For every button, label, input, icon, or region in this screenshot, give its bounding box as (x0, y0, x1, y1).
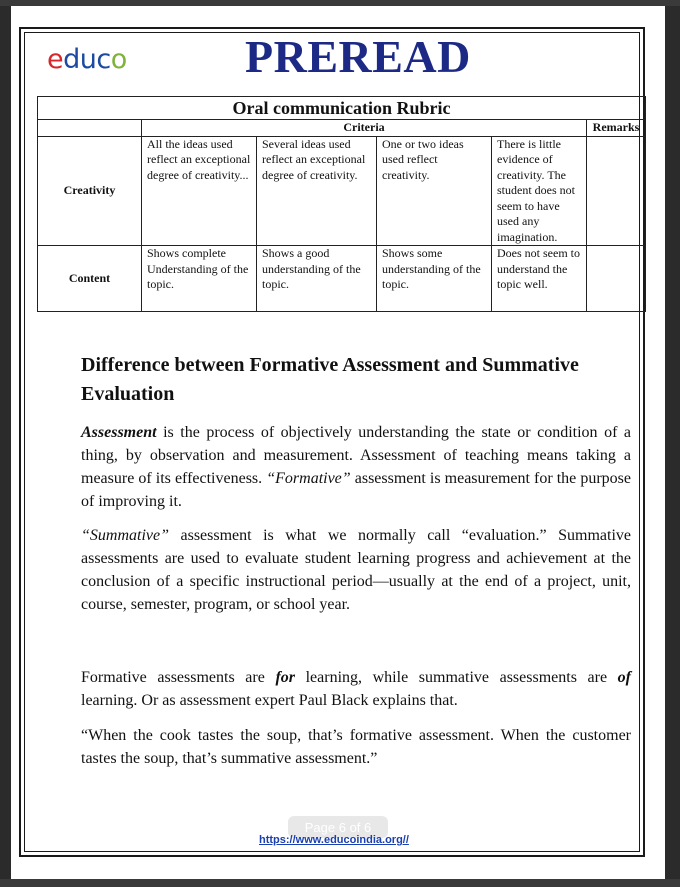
educo-logo: educo (47, 44, 127, 75)
paragraph-quote (81, 724, 631, 770)
viewer-bottom-bar (0, 879, 680, 887)
text-span: learning, while summative assessments are (295, 669, 618, 686)
term-of: of (617, 669, 631, 686)
table-cell: There is little evidence of creativity. The student does not seem to have used any imagination. (492, 136, 587, 246)
table-row (38, 246, 646, 312)
term-summative: “Summative” (81, 527, 169, 544)
footer-website-link[interactable]: https://www.educoindia.org// (259, 834, 409, 846)
table-cell: Shows some understanding of the topic. (377, 246, 492, 312)
page-number-badge: Page 6 of 6 (288, 816, 388, 838)
table-cell: Shows a good understanding of the topic. (257, 246, 377, 312)
page-title: PREREAD (245, 31, 471, 82)
term-for: for (275, 669, 295, 686)
text-span: learning. Or as assessment expert Paul Black explains that. (81, 692, 458, 709)
paragraph-assessment (81, 421, 631, 513)
oral-communication-rubric (37, 96, 646, 312)
text-span: assessment is measurement for the purpose of improving it. (81, 470, 632, 510)
paragraph-for-of-learning (81, 666, 631, 712)
table-cell: All the ideas used reflect an exceptional degree of creativity... (142, 136, 257, 246)
table-cell: Shows complete Understanding of the topic. (142, 246, 257, 312)
remarks-header: Remarks (587, 120, 646, 137)
table-cell: Does not seem to understand the topic well. (492, 246, 587, 312)
remarks-cell (587, 246, 646, 312)
term-assessment: Assessment (81, 424, 157, 441)
text-span: is the process of objectively understanding the state or condition of a thing, by observation and measurement. Assessment of teaching means taking a measure of its effectiveness. (81, 424, 631, 487)
text-span: Formative assessments are (81, 669, 276, 686)
table-row (38, 136, 646, 246)
quote-text: “When the cook tastes the soup, that’s formative assessment. When the customer tastes the soup, that’s summative assessment.” (81, 727, 631, 767)
paragraph-summative (81, 524, 631, 616)
rubric-corner-cell (38, 120, 142, 137)
table-cell: Several ideas used reflect an exceptional degree of creativity. (257, 136, 377, 246)
row-label-creativity: Creativity (38, 136, 142, 246)
term-formative: “Formative” (266, 470, 351, 487)
section-heading: Difference between Formative Assessment and Summative Evaluation (81, 354, 579, 405)
table-cell: One or two ideas used reflect creativity. (377, 136, 492, 246)
rubric-title: Oral communication Rubric (38, 97, 646, 120)
row-label-content: Content (38, 246, 142, 312)
criteria-header: Criteria (142, 120, 587, 137)
text-span: assessment is what we normally call “evaluation.” Summative assessments are used to evaluate student learning progress and achievement at the conclusion of a specific instructional period—usually at the end of a project, unit, course, semester, program, or school year. (81, 527, 631, 613)
remarks-cell (587, 136, 646, 246)
